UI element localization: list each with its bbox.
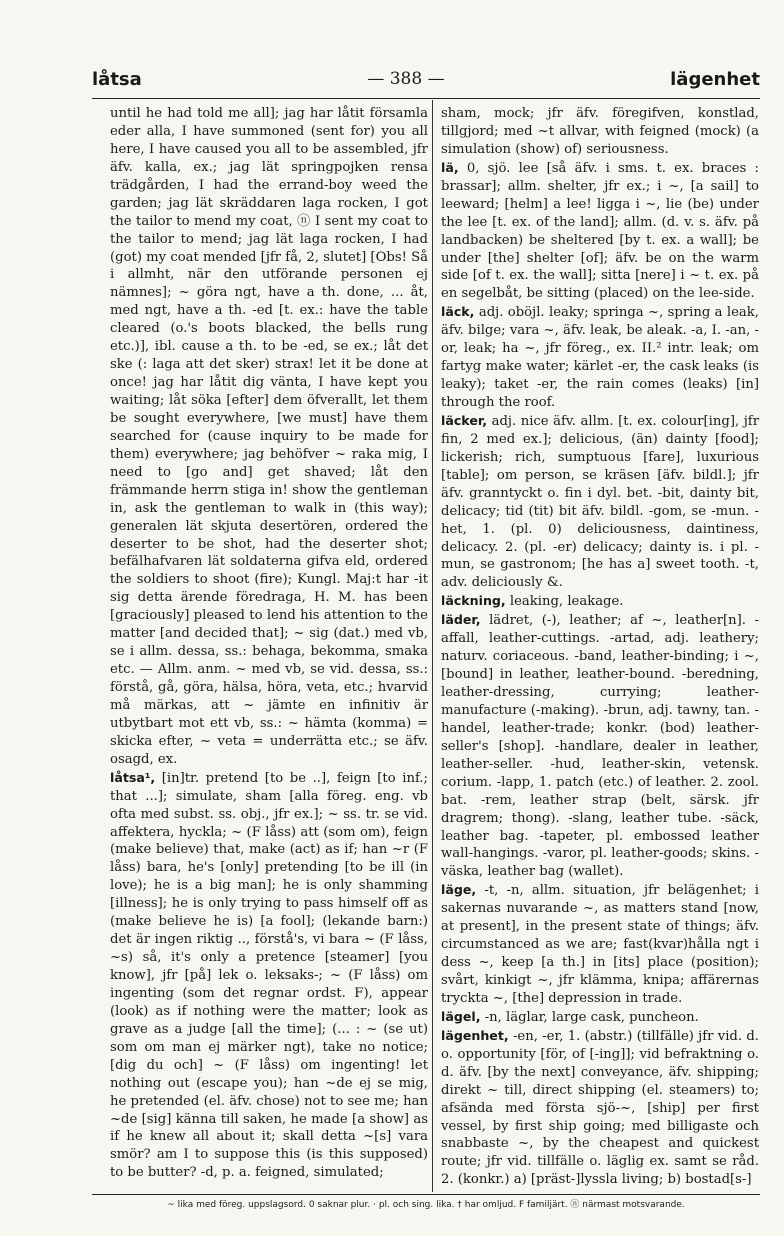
header-rule (92, 98, 760, 99)
entry-headword: läcker, (441, 412, 488, 428)
dictionary-entry (441, 592, 759, 611)
dictionary-entry (441, 303, 759, 412)
entry-text: until he had told me all]; jag har låtit församla eder alla, I have summoned (sent for) you all here, I have caused you all to be assembled, jfr äfv. kalla, ex.; jag lät springpojken rensa trädgården, I had the errand-boy weed the garden; jag lät skräddaren laga rocken, I got the tailor to mend my coat, ⓝ I sent my coat to the tailor to mend; jag lät laga rocken, I had (got) my coat mended [jfr få, 2, slutet] [Obs! Så i allmht, när den utförande personen ej nämnes]; ~ göra ngt, have a th. done, ... åt, med ngt, have a th. -ed [t. ex.: have the table cleared (o.'s boots blacked, the bells rung etc.)], ibl. cause a th. to be -ed, se ex.; låt det ske (: laga att det sker) strax! let it be done at once! jag har låtit dig vänta, I have kept you waiting; låt söka [efter] dem öfverallt, let them be sought everywhere, [we must] have them searched for (cause inquiry to be made for them) everywhere; jag behöfver ~ raka mig, I need to [go and] get shaved; låt den främmande herrn stiga in! show the gentleman in, ask the gentleman to walk in (this way); generalen lät skjuta desertören, ordered the deserter to be shot, had the deserter shot; befälhafvaren lät soldaterna gifva eld, ordered the soldiers to shoot (fire); Kungl. Maj:t har -it sig detta ärende föredraga, H. M. has been [graciously] pleased to lend his attention to the matter [and decided that]; ~ sig (dat.) med vb, se i allm. dessa, ss.: behaga, bekomma, smaka etc. — Allm. anm. ~ med vb, se vid. dessa, ss.: förstå, gå, göra, hälsa, höra, veta, etc.; hvarvid må märkas, att ~ jämte en infinitiv är utbytbart mot ett vb, ss.: ~ hämta (komma) = skicka efter, ~ veta = underrätta etc.; se äfv. osagd, ex. (110, 106, 428, 767)
page-header (92, 62, 760, 96)
dictionary-entry (110, 104, 428, 769)
entry-headword: läckning, (441, 593, 506, 609)
entry-headword: läck, (441, 304, 475, 320)
footer-legend: ~ lika med föreg. uppslagsord. 0 saknar plur. · pl. och sing. lika. † har omljud. F familjärt. ⓝ närmast motsvarande. (167, 1200, 685, 1210)
dictionary-entry (441, 159, 759, 304)
entry-text: -n, läglar, large cask, puncheon. (484, 1009, 699, 1025)
dictionary-entry (441, 1008, 759, 1027)
entry-headword: läge, (441, 882, 477, 898)
entry-headword: lägel, (441, 1008, 481, 1024)
entry-text: sham, mock; jfr äfv. föregifven, konstlad, tillgjord; med ~t allvar, with feigned (mock) (a simulation (show) of) seriousness. (441, 106, 759, 157)
dictionary-entry (110, 769, 428, 1183)
entry-text: leaking, leakage. (509, 594, 624, 610)
entry-headword: läder, (441, 612, 481, 628)
left-column (110, 104, 428, 1182)
entry-text: adj. nice äfv. allm. [t. ex. colour[ing], jfr fin, 2 med ex.]; delicious, (än) dainty [food]; lickerish; rich, sumptuous [fare], luxurious [table]; om person, se kräsen [äfv. bildl.]; jfr äfv. granntyckt o. fin i dyl. bet. -bit, dainty bit, delicacy; tid (tit) bit äfv. bildl. -gom, se -mun. -het, 1. (pl. 0) deliciousness, daintiness, delicacy. 2. (pl. -er) delicacy; dainty is. i pl. -mun, se gastronom; [he has a] sweet tooth. -t, adv. deliciously &. (441, 413, 759, 591)
right-running-headword: lägenhet (670, 68, 760, 90)
column-divider (432, 100, 433, 1192)
dictionary-entry (441, 412, 759, 592)
footer-rule (92, 1194, 760, 1195)
page-number: — 388 — (367, 69, 445, 89)
entry-text: lädret, (-), leather; af ~, leather[n]. -affall, leather-cuttings. -artad, adj. leathery; naturv. coriaceous. -band, leather-binding; i ~, [bound] in leather, leather-bound. -beredning, leather-dressing, currying; leather-manufacture (-making). -brun, adj. tawny, tan. -handel, leather-trade; konkr. (bod) leather-seller's [shop]. -handlare, dealer in leather, leather-seller. -hud, leather-skin, vetensk. corium. -lapp, 1. patch (etc.) of leather. 2. zool. bat. -rem, leather strap (belt, särsk. jfr dragrem; thong). -slang, leather tube. -säck, leather bag. -tapeter, pl. embossed leather wall-hangings. -varor, pl. leather-goods; skins. -väska, leather bag (wallet). (441, 613, 759, 880)
right-column (441, 104, 759, 1189)
entry-headword: låtsa¹, (110, 769, 156, 785)
dictionary-entry (441, 1027, 759, 1189)
entry-headword: lägenhet, (441, 1027, 509, 1043)
dictionary-entry (441, 611, 759, 881)
entry-headword: lä, (441, 159, 459, 175)
entry-text: -t, -n, allm. situation, jfr belägenhet; i sakernas nuvarande ~, as matters stand [now, at present], in the present state of things; äfv. circumstanced as we are; fast(kvar)hålla ngt i dess ~, keep [a th.] in [its] place (position); svårt, kinkigt ~, jfr klämma, knipa; affärernas tryckta ~, [the] depression in trade. (441, 883, 759, 1006)
dictionary-entry (441, 104, 759, 159)
left-running-headword: låtsa (92, 68, 142, 90)
entry-text: -en, -er, 1. (abstr.) (tillfälle) jfr vid. d. o. opportunity [för, of [-ing]]; vid befraktning o. d. äfv. [by the next] conveyance, äfv. shipping; direkt ~ till, direct shipping (el. steamers) to; afsända med första sjö-~, [ship] per first vessel, by first ship going; med billigaste och snabbaste ~, by the cheapest and quickest route; jfr vid. tillfälle o. läglig ex. samt se råd. 2. (konkr.) a) [präst-]lyssla living; b) bostad[s-] (441, 1028, 759, 1188)
entry-text: 0, sjö. lee [så äfv. i sms. t. ex. braces : brassar]; allm. shelter, jfr ex.; i ~, [a sail] to leeward; [helm] a lee! ligga i ~, lie (be) under the lee [t. ex. of the land]; allm. (d. v. s. äfv. på landbacken) be sheltered [by t. ex. a wall]; be under [the] shelter [of]; äfv. be on the warm side [of t. ex. the wall]; sitta [nere] i ~ t. ex. på en segelbåt, be sitting (placed) on the lee-side. (441, 160, 760, 302)
entry-text: adj. oböjl. leaky; springa ~, spring a leak, äfv. bilge; vara ~, äfv. leak, be aleak. -a, I. -an, -or, leak; ha ~, jfr föreg., ex. II.² intr. leak; om fartyg make water; kärlet -er, the cask leaks (is leaky); taket -er, the rain comes (leaks) [in] through the roof. (441, 305, 759, 410)
dictionary-entry (441, 881, 759, 1008)
entry-text: [in]tr. pretend [to be ..], feign [to inf.; that ...]; simulate, sham [alla föreg. eng. vb ofta med subst. ss. obj., jfr ex.]; ~ ss. tr. se vid. affektera, hyckla; ~ (F låss) att (som om), feign (make believe) that, make (act) as if; han ~r (F låss) bara, he's [only] pretending [to be ill (in love); he is a big man]; he is only shamming [illness]; he is only trying to pass himself off as (make believe he is) [a fool]; (lekande barn:) det är ingen riktig .., förstå's, vi bara ~ (F låss, ~s) så, it's only a pretence [steamer] [you know], jfr [på] lek o. leksaks-; ~ (F låss) om ingenting (som det regnar ordst. F), appear (look) as if nothing were the matter; look as grave as a judge [all the time]; (... : ~ (se ut) som om man ej märker ngt), take no notice; [dig du och] ~ (F låss) om ingenting! let nothing out (escape you); han ~de ej se mig, he pretended (el. äfv. chose) not to see me; han ~de [sig] känna till saken, he made [a show] as if he knew all about it; skall detta ~[s] vara smör? am I to suppose this (is this supposed) to be butter? -d, p. a. feigned, simulated; (110, 770, 428, 1181)
